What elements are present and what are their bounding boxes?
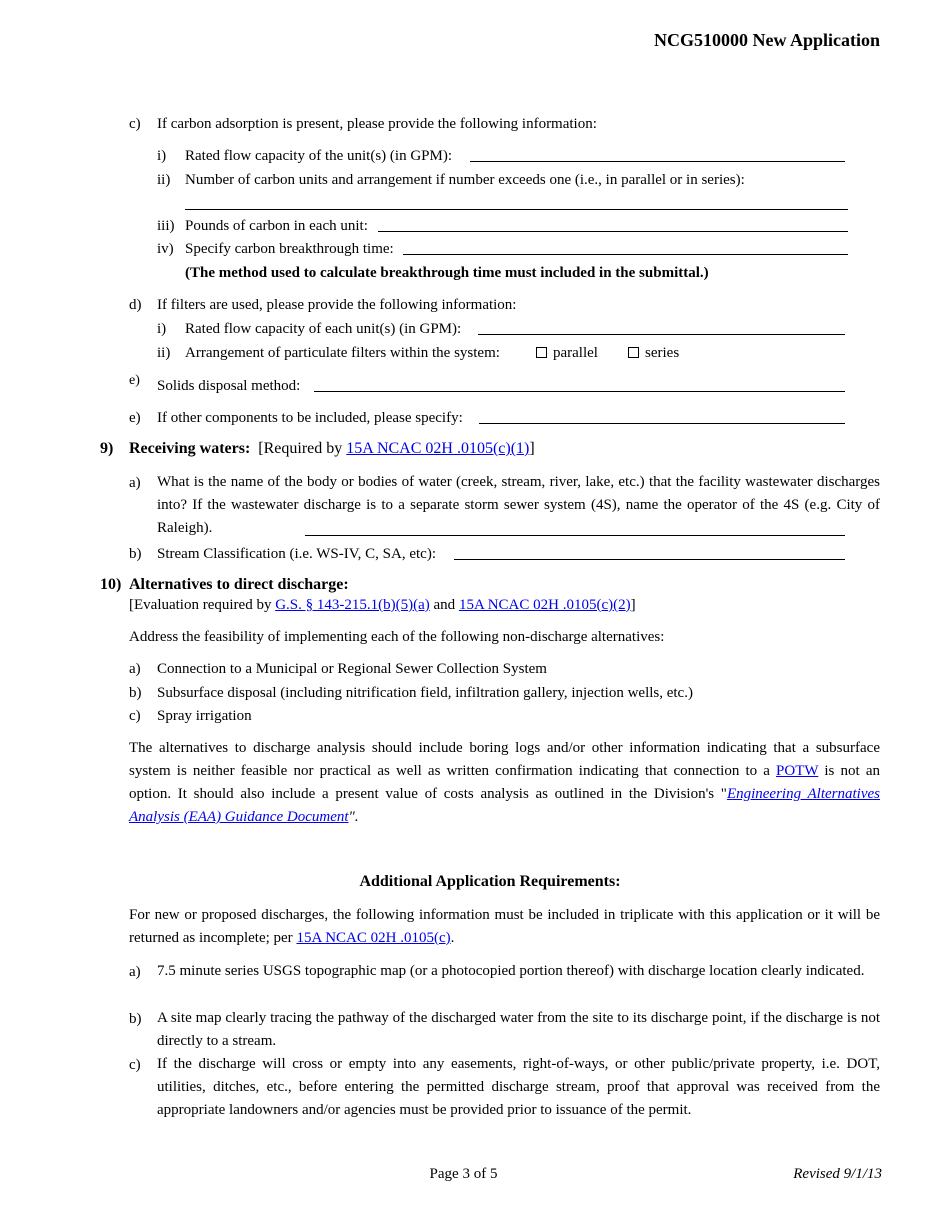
page-number: Page 3 of 5 [429, 1166, 498, 1182]
item-e-solids-label: Solids disposal method: [157, 378, 301, 394]
section-10-address: Address the feasibility of implementing each of the following non-discharge alternatives: [129, 629, 665, 645]
section-10-eval-and: and [429, 597, 459, 613]
carbon-pounds-field[interactable] [378, 231, 848, 232]
section-10-gs-link[interactable]: G.S. § 143-215.1(b)(5)(a) [275, 597, 430, 613]
additional-intro-part1: For new or proposed discharges, the following information must be included in triplicate with this application or it will be returned as incomplete; per [129, 907, 880, 946]
item-9a-text: What is the name of the body or bodies of water (creek, stream, river, lake, etc.) that the facility wastewater discharges into? If the wastewater discharge is to a separate storm sewer system (4S), name the operator of the 4S (e.g. City of Raleigh). [157, 474, 880, 536]
section-10-evaluation [129, 596, 636, 614]
req-item-c-text: If the discharge will cross or empty into any easements, right-of-ways, or other public/private property, i.e. DOT, utilities, ditches, etc., before entering the permitted discharge stream, proof that approval was received from the appropriate landowners and/or agencies must be provided prior to issuance of the permit. [157, 1056, 880, 1118]
item-c-intro: If carbon adsorption is present, please provide the following information: [157, 116, 597, 132]
item-9a-marker: a) [129, 475, 141, 491]
receiving-waters-field[interactable] [305, 535, 845, 536]
item-c-ii-marker: ii) [157, 172, 171, 188]
item-9b-label: Stream Classification (i.e. WS-IV, C, SA, etc): [157, 546, 436, 562]
section-10-title: Alternatives to direct discharge: [129, 576, 349, 593]
req-item-b-text: A site map clearly tracing the pathway of the discharged water from the site to its discharge point, if the discharge is not directly to a stream. [157, 1010, 880, 1049]
section-10-ncac-link[interactable]: 15A NCAC 02H .0105(c)(2) [458, 597, 631, 613]
section-10-eval-suffix: ] [630, 597, 636, 613]
item-c-i-label: Rated flow capacity of the unit(s) (in GPM): [185, 148, 453, 164]
item-d-i-label: Rated flow capacity of each unit(s) (in GPM): [185, 321, 462, 337]
item-e-other-label: If other components to be included, please specify: [157, 410, 463, 426]
item-d-i-marker: i) [157, 321, 167, 337]
stream-classification-field[interactable] [454, 559, 845, 560]
alt-item-b-text: Subsurface disposal (including nitrification field, infiltration gallery, injection wells, etc.) [157, 685, 693, 701]
other-components-field[interactable] [479, 423, 845, 424]
revision-date: Revised 9/1/13 [793, 1166, 882, 1182]
req-item-c-marker: c) [129, 1057, 141, 1073]
section-9-req-prefix: [Required by [258, 440, 347, 457]
alt-item-a-text: Connection to a Municipal or Regional Sewer Collection System [157, 661, 547, 677]
item-c-iv-marker: iv) [157, 241, 174, 257]
alt-item-c-marker: c) [129, 708, 141, 724]
series-option[interactable] [628, 344, 679, 362]
series-label: series [645, 345, 680, 361]
section-9-title: Receiving waters: [129, 440, 251, 457]
item-e-other-marker: e) [129, 410, 141, 426]
item-d-intro: If filters are used, please provide the following information: [157, 297, 517, 313]
item-c-i-marker: i) [157, 148, 167, 164]
additional-intro-part2: . [450, 930, 455, 946]
item-c-iv-label: Specify carbon breakthrough time: [185, 241, 394, 257]
alternatives-paragraph-part2: is not an option. It should also include a present value of costs analysis as outlined in the Division's " [129, 763, 880, 802]
additional-ncac-link[interactable]: 15A NCAC 02H .0105(c) [296, 930, 451, 946]
potw-link[interactable]: POTW [776, 763, 819, 779]
additional-intro [129, 904, 880, 950]
req-item-a-text: 7.5 minute series USGS topographic map (or a photocopied portion thereof) with discharge location clearly indicated. [157, 963, 865, 979]
carbon-units-arrangement-field[interactable] [185, 209, 848, 210]
section-9-heading [129, 440, 535, 458]
section-10-eval-prefix: [Evaluation required by [129, 597, 276, 613]
eaa-guidance-link[interactable]: Engineering Alternatives Analysis (EAA) Guidance Document [129, 786, 880, 825]
item-d-ii-label: Arrangement of particulate filters within the system: [185, 345, 500, 361]
parallel-checkbox[interactable] [536, 347, 547, 358]
item-e-solids-marker: e) [129, 373, 140, 388]
item-d-marker: d) [129, 297, 142, 313]
filter-flow-capacity-field[interactable] [478, 334, 845, 335]
item-d-ii-marker: ii) [157, 345, 171, 361]
alt-item-a-marker: a) [129, 661, 141, 677]
carbon-breakthrough-note: (The method used to calculate breakthrough time must included in the submittal.) [185, 265, 709, 281]
alt-item-c-text: Spray irrigation [157, 708, 252, 724]
alternatives-paragraph [129, 737, 880, 829]
req-item-b-marker: b) [129, 1011, 142, 1027]
item-c-iii-marker: iii) [157, 218, 175, 234]
section-9-req-link[interactable]: 15A NCAC 02H .0105(c)(1) [346, 440, 530, 457]
carbon-flow-capacity-field[interactable] [470, 161, 845, 162]
item-c-iii-label: Pounds of carbon in each unit: [185, 218, 368, 234]
item-c-marker: c) [129, 116, 141, 132]
section-9-number: 9) [100, 440, 114, 457]
section-10-number: 10) [100, 576, 122, 593]
req-item-a-marker: a) [129, 964, 141, 980]
additional-requirements-heading: Additional Application Requirements: [359, 873, 621, 890]
alternatives-paragraph-part3: ". [348, 809, 359, 825]
section-9-req-suffix: ] [529, 440, 535, 457]
solids-disposal-field[interactable] [314, 391, 845, 392]
item-c-ii-label: Number of carbon units and arrangement if number exceeds one (i.e., in parallel or in series): [185, 172, 745, 188]
alternatives-paragraph-part1: The alternatives to discharge analysis should include boring logs and/or other information indicating that a subsurface system is neither feasible nor practical as well as written confirmation indicating that connection to a [129, 740, 880, 779]
carbon-breakthrough-field[interactable] [403, 254, 848, 255]
alt-item-b-marker: b) [129, 685, 142, 701]
series-checkbox[interactable] [628, 347, 639, 358]
parallel-label: parallel [553, 345, 598, 361]
document-header-title: NCG510000 New Application [653, 30, 880, 50]
item-9b-marker: b) [129, 546, 142, 562]
parallel-option[interactable] [536, 344, 598, 362]
